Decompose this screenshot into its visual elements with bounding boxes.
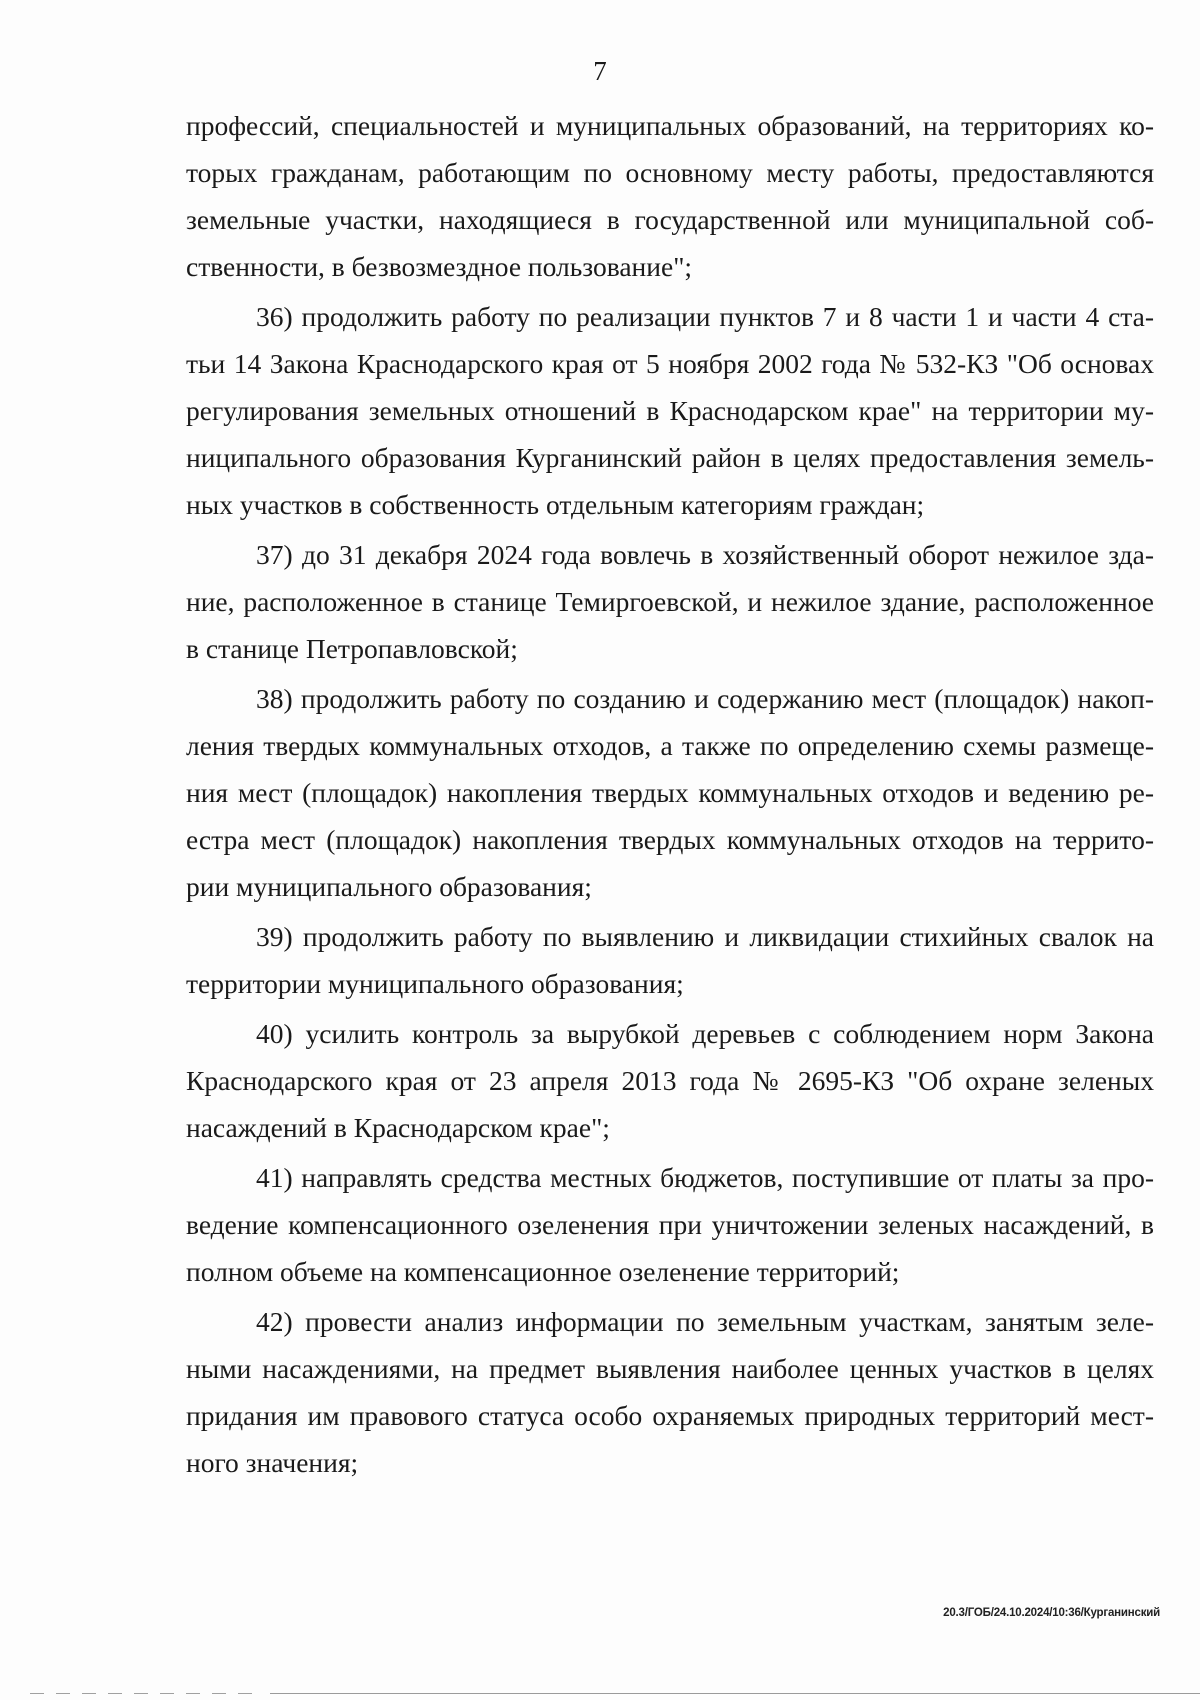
- text-line: ного значения;: [186, 1447, 359, 1478]
- text-line: ными насаждениями, на предмет выявления наиболее ценных участков в целях: [186, 1353, 1154, 1384]
- text-line: естра мест (площадок) накопления твердых коммунальных отходов на террито-: [186, 824, 1154, 855]
- text-line: регулирования земельных отношений в Краснодарском крае" на территории му-: [186, 395, 1154, 426]
- text-line: профессий, специальностей и муниципальных образований, на территориях ко-: [186, 110, 1154, 141]
- text-line: в станице Петропавловской;: [186, 633, 518, 664]
- text-line: ных участков в собственность отдельным категориям граждан;: [186, 489, 925, 520]
- text-line: придания им правового статуса особо охраняемых природных территорий мест-: [186, 1400, 1154, 1431]
- text-line: полном объеме на компенсационное озеленение территорий;: [186, 1256, 900, 1287]
- text-line: ведение компенсационного озеленения при уничтожении зеленых насаждений, в: [186, 1209, 1154, 1240]
- text-line: земельные участки, находящиеся в государственной или муниципальной соб-: [186, 204, 1154, 235]
- text-line: торых гражданам, работающим по основному месту работы, предоставляются: [186, 157, 1154, 188]
- text-line: ниципального образования Курганинский район в целях предоставления земель-: [186, 442, 1154, 473]
- text-line: Краснодарского края от 23 апреля 2013 года № 2695-КЗ "Об охране зеленых: [186, 1065, 1154, 1096]
- paragraph-start-41: 41) направлять средства местных бюджетов, поступившие от платы за про-: [256, 1162, 1154, 1193]
- paragraph-start-42: 42) провести анализ информации по земельным участкам, занятым зеле-: [256, 1306, 1154, 1337]
- paragraph-start-38: 38) продолжить работу по созданию и содержанию мест (площадок) накоп-: [256, 683, 1154, 714]
- paragraph-start-36: 36) продолжить работу по реализации пунктов 7 и 8 части 1 и части 4 ста-: [256, 301, 1154, 332]
- text-line: рии муниципального образования;: [186, 871, 592, 902]
- text-line: ления твердых коммунальных отходов, а также по определению схемы размеще-: [186, 730, 1154, 761]
- page-number: 7: [593, 56, 607, 86]
- text-line: тьи 14 Закона Краснодарского края от 5 ноября 2002 года № 532-КЗ "Об основах: [186, 348, 1154, 379]
- text-line: ния мест (площадок) накопления твердых коммунальных отходов и ведению ре-: [186, 777, 1154, 808]
- text-line: территории муниципального образования;: [186, 968, 684, 999]
- text-line: насаждений в Краснодарском крае";: [186, 1112, 610, 1143]
- paragraph-start-39: 39) продолжить работу по выявлению и ликвидации стихийных свалок на: [256, 921, 1154, 952]
- scan-edge-line: [270, 1693, 1200, 1694]
- footer-registration-stamp: 20.3/ГОБ/24.10.2024/10:36/Курганинский: [943, 1607, 1160, 1619]
- text-line: ние, расположенное в станице Темиргоевской, и нежилое здание, расположенное: [186, 586, 1154, 617]
- paragraph-start-40: 40) усилить контроль за вырубкой деревьев с соблюдением норм Закона: [256, 1018, 1154, 1049]
- scan-edge-dashes: [30, 1693, 260, 1694]
- text-line: ственности, в безвозмездное пользование";: [186, 251, 693, 282]
- paragraph-start-37: 37) до 31 декабря 2024 года вовлечь в хозяйственный оборот нежилое зда-: [256, 539, 1154, 570]
